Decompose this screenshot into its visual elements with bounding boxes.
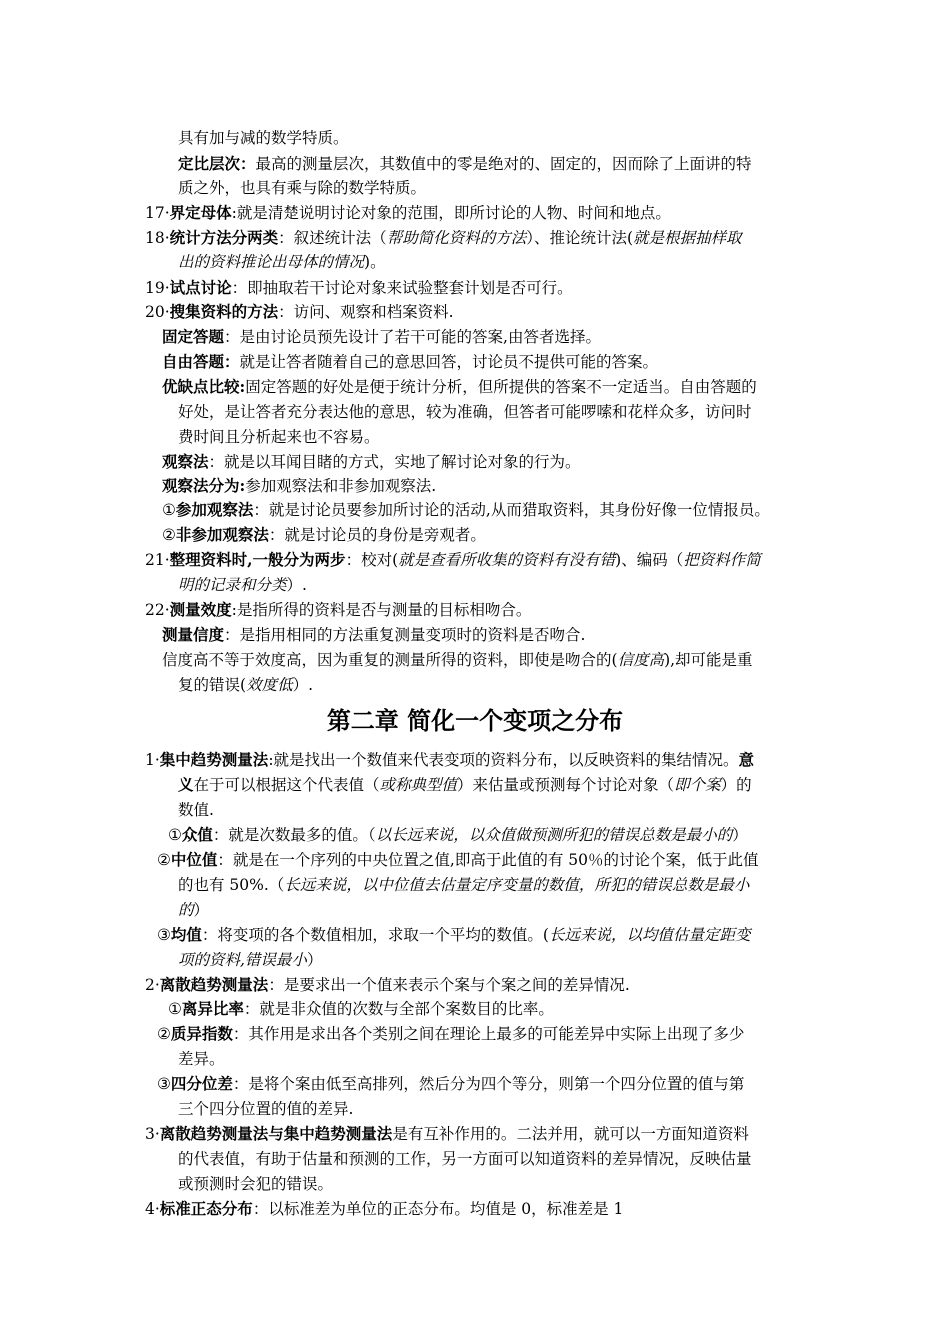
text: 具有加与减的数学特质。 — [178, 129, 349, 147]
text: ：校对( — [345, 551, 399, 569]
text: ：就是在一个序列的中央位置之值,即高于此值的有 50％的讨论个案，低于此值 — [217, 851, 759, 869]
text: ：将变项的各个数值相加，求取一个平均的数值。( — [201, 926, 549, 944]
participant-observation-line — [162, 500, 770, 520]
text: 最高的测量层次，其数值中的零是绝对的、固定的，因而除了上面讲的特 — [255, 155, 752, 173]
item-number: ③ — [157, 926, 171, 944]
mode-line — [168, 825, 748, 845]
text: ）的 — [720, 776, 752, 794]
text: ：就是讨论员的身份是旁观者。 — [268, 526, 486, 544]
text: ：以标准差为单位的正态分布。均值是 0，标准差是 1 — [252, 1200, 624, 1218]
text: ）. — [286, 576, 307, 594]
text: ：叙述统计法（ — [278, 229, 387, 247]
term: 中位值 — [170, 850, 218, 869]
term: 优缺点比较: — [162, 377, 246, 396]
text: ：就是非众值的次数与全部个案数目的比率。 — [243, 1000, 554, 1018]
italic-text: 或称典型值 — [379, 776, 458, 794]
list-item-21 — [145, 550, 761, 570]
item-number: 17· — [145, 204, 170, 222]
italic-text: 明的记录和分类 — [178, 576, 287, 594]
qualitative-variation-line — [178, 1049, 225, 1069]
comparison-line — [178, 402, 752, 422]
term: 离散趋势测量法 — [159, 975, 269, 994]
item-number: 20· — [145, 303, 170, 321]
interquartile-line — [157, 1074, 744, 1094]
term: 自由答题： — [162, 352, 240, 371]
text: :是指所得的资料是否与测量的目标相吻合。 — [231, 601, 532, 619]
term: 试点讨论 — [169, 278, 232, 297]
text: ）、推论统计法( — [526, 229, 634, 247]
ch2-list-item-1 — [178, 775, 752, 795]
item-number: ② — [157, 1025, 171, 1043]
text: )、编码（ — [615, 551, 684, 569]
term: 离异比率 — [181, 999, 244, 1018]
term: 集中趋势测量法 — [159, 750, 269, 769]
term: 均值 — [170, 925, 202, 944]
ratio-level-line — [178, 154, 752, 174]
text: 在于可以根据这个代表值（ — [193, 776, 380, 794]
item-number: ① — [168, 826, 182, 844]
text: ：就是以耳闻目睹的方式，实地了解讨论对象的行为。 — [208, 453, 581, 471]
item-number: 19· — [145, 279, 170, 297]
item-number: 4· — [145, 1200, 160, 1218]
text: :就是找出一个数值来代表变项的资料分布，以反映资料的集结情况。 — [268, 751, 739, 769]
text: 好处，是让答者充分表达他的意思，较为准确，但答者可能啰嗦和花样众多，访问时 — [178, 403, 752, 421]
text: ：访问、观察和档案资料. — [278, 303, 454, 321]
text: ),却可能是重 — [664, 651, 753, 669]
term: 意 — [738, 750, 755, 769]
term: 界定母体 — [169, 203, 232, 222]
observation-kinds-line — [162, 476, 436, 496]
italic-text: 出的资料推论出母体的情况 — [178, 253, 365, 271]
term: 测量效度 — [169, 600, 232, 619]
term: 观察法 — [162, 452, 209, 471]
text: 费时间且分析起来也不容易。 — [178, 428, 380, 446]
list-item-18 — [178, 252, 386, 272]
chapter-title: 第二章 简化一个变项之分布 — [326, 707, 624, 735]
italic-text: 以长远来说，以众值做预测所犯的错误总数是最小的 — [375, 826, 733, 844]
term: 测量信度 — [162, 625, 225, 644]
observation-line — [162, 452, 581, 472]
text: ） — [732, 826, 748, 844]
nonparticipant-observation-line — [162, 525, 486, 545]
term: 定比层次： — [178, 154, 256, 173]
text: 参加观察法和非参加观察法. — [245, 477, 437, 495]
median-line — [178, 875, 749, 895]
text: ） — [306, 951, 323, 969]
text: 差异。 — [178, 1050, 225, 1068]
text: 三个四分位置的值的差异. — [178, 1100, 354, 1118]
free-answer-line — [162, 352, 658, 372]
italic-text: 效度低 — [246, 676, 293, 694]
italic-text: 就是查看所收集的资料有没有错 — [398, 551, 616, 569]
list-item-18 — [145, 228, 742, 248]
item-number: 2· — [145, 976, 160, 994]
list-item-21 — [178, 575, 307, 595]
italic-text: 就是根据抽样取 — [633, 229, 742, 247]
comparison-line — [178, 427, 380, 447]
text: ：是由讨论员预先设计了若干可能的答案,由答者选择。 — [224, 328, 601, 346]
item-number: ② — [157, 851, 171, 869]
reliability-line — [162, 625, 585, 645]
term: 参加观察法 — [175, 500, 254, 519]
text: 信度高不等于效度高，因为重复的测量所得的资料，即使是吻合的( — [162, 651, 618, 669]
italic-text: 长远来说，以中位值去估量定序变量的数值，所犯的错误总数是最小 — [284, 876, 750, 894]
item-number: 21· — [145, 551, 170, 569]
term: 质异指数 — [170, 1024, 233, 1043]
ch2-list-item-3 — [178, 1149, 752, 1169]
text: :就是清楚说明讨论对象的范围，即所讨论的人物、时间和地点。 — [231, 204, 671, 222]
list-item-20 — [145, 302, 454, 322]
text: 就是让答者随着自己的意思回答，讨论员不提供可能的答案。 — [239, 353, 659, 371]
item-number: 18· — [145, 229, 170, 247]
paragraph-line — [178, 128, 349, 148]
text: )。 — [364, 253, 386, 271]
term: 四分位差 — [170, 1074, 233, 1093]
text: ）. — [292, 676, 314, 694]
term: 离散趋势测量法与集中趋势测量法 — [159, 1124, 393, 1143]
text: ：就是次数最多的值。（ — [212, 826, 376, 844]
item-number: ① — [168, 1000, 182, 1018]
list-item-19 — [145, 278, 573, 298]
median-line — [157, 850, 759, 870]
variation-ratio-line — [168, 999, 554, 1019]
text: 数值. — [178, 801, 214, 819]
item-number: ② — [162, 526, 176, 544]
median-line — [178, 900, 209, 920]
text: ：其作用是求出各个类别之间在理论上最多的可能差异中实际上出现了多少 — [232, 1025, 745, 1043]
italic-text: 帮助简化资料的方法 — [386, 229, 527, 247]
qualitative-variation-line — [157, 1024, 744, 1044]
term: 众值 — [181, 825, 213, 844]
ratio-level-line — [178, 178, 426, 198]
ch2-list-item-3 — [145, 1124, 749, 1144]
italic-text: 把资料作简 — [683, 551, 761, 569]
item-number: ① — [162, 501, 176, 519]
text: ）来估量或预测每个讨论对象（ — [457, 776, 675, 794]
italic-text: 即个案 — [674, 776, 721, 794]
term: 整理资料时,一般分为两步 — [169, 550, 346, 569]
text: 的也有 50%.（ — [178, 876, 285, 894]
text: ） — [193, 901, 210, 919]
text: ：就是讨论员要参加所讨论的活动,从而猎取资料，其身份好像一位情报员。 — [253, 501, 770, 519]
item-number: 22· — [145, 601, 170, 619]
italic-text: 的 — [178, 901, 194, 919]
text: ：即抽取若干讨论对象来试验整套计划是否可行。 — [231, 279, 573, 297]
text: 质之外，也具有乘与除的数学特质。 — [178, 179, 427, 197]
ch2-list-item-4 — [145, 1199, 623, 1219]
text: ：是要求出一个值来表示个案与个案之间的差异情况. — [268, 976, 630, 994]
mean-line — [178, 950, 322, 970]
term: 统计方法分两类 — [169, 228, 279, 247]
term: 标准正态分布 — [159, 1199, 253, 1218]
item-number: 1· — [145, 751, 160, 769]
text: 的代表值，有助于估量和预测的工作，另一方面可以知道资料的差异情况，反映估量 — [178, 1150, 752, 1168]
ch2-list-item-2 — [145, 975, 630, 995]
mean-line — [157, 925, 751, 945]
fixed-answer-line — [162, 327, 601, 347]
comparison-line — [162, 377, 757, 397]
reliability-note-line — [178, 675, 313, 695]
term: 观察法分为: — [162, 476, 246, 495]
item-number: ③ — [157, 1075, 171, 1093]
text: ：是将个案由低至高排列，然后分为四个等分，则第一个四分位置的值与第 — [232, 1075, 745, 1093]
text: 是有互补作用的。二法并用，就可以一方面知道资料 — [392, 1125, 749, 1143]
term: 非参加观察法 — [175, 525, 269, 544]
text: 固定答题的好处是便于统计分析，但所提供的答案不一定适当。自由答题的 — [245, 378, 757, 396]
ch2-list-item-3 — [178, 1174, 333, 1194]
ch2-list-item-1 — [145, 750, 754, 770]
list-item-17 — [145, 203, 671, 223]
text: 或预测时会犯的错误。 — [178, 1175, 334, 1193]
item-number: 3· — [145, 1125, 160, 1143]
term: 固定答题 — [162, 327, 225, 346]
reliability-note-line — [162, 650, 753, 670]
text: 复的错误( — [178, 676, 247, 694]
interquartile-line — [178, 1099, 353, 1119]
italic-text: 长远来说，以均值估量定距变 — [548, 926, 751, 944]
term: 搜集资料的方法 — [169, 302, 279, 321]
list-item-22 — [145, 600, 531, 620]
italic-text: 信度高 — [617, 651, 665, 669]
text: ：是指用相同的方法重复测量变项时的资料是否吻合. — [224, 626, 586, 644]
term: 义 — [178, 775, 194, 794]
ch2-list-item-1 — [178, 800, 214, 820]
italic-text: 项的资料,错误最小 — [178, 951, 307, 969]
